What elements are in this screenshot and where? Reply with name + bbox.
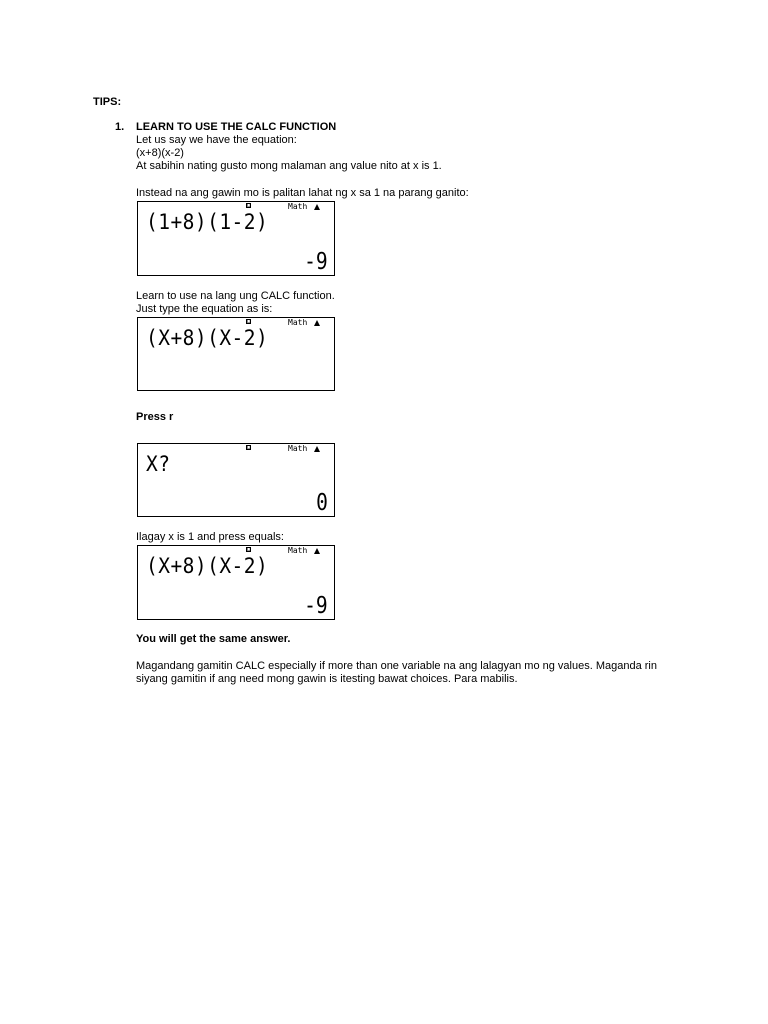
scroll-up-indicator-icon xyxy=(314,548,320,554)
calculator-result: -9 xyxy=(304,249,328,275)
tip-title: LEARN TO USE THE CALC FUNCTION xyxy=(136,121,337,133)
tip-number: 1. xyxy=(115,121,125,133)
deg-indicator: D xyxy=(247,319,251,325)
learn-line-2: Just type the equation as is: xyxy=(136,303,273,315)
math-mode-indicator: Math xyxy=(288,202,308,211)
calculator-screen-substituted xyxy=(137,201,335,276)
deg-indicator: D xyxy=(247,547,251,553)
math-mode-indicator: Math xyxy=(288,444,308,453)
calculator-expression: (X+8)(X-2) xyxy=(146,554,269,578)
learn-line-1: Learn to use na lang ung CALC function. xyxy=(136,290,335,302)
calculator-expression: X? xyxy=(146,452,171,476)
deg-indicator: D xyxy=(247,203,251,209)
calculator-result: 0 xyxy=(316,490,328,516)
equation-line: (x+8)(x-2) xyxy=(136,147,184,159)
closing-line-1: Magandang gamitin CALC especially if more than one variable na ang lalagyan mo ng values. Maganda rin xyxy=(136,660,657,672)
closing-line-2: siyang gamitin if ang need mong gawin is itesting bawat choices. Para mabilis. xyxy=(136,673,518,685)
deg-indicator: D xyxy=(247,445,251,451)
calculator-screen-result xyxy=(137,545,335,620)
calculator-screen-prompt xyxy=(137,443,335,517)
calculator-expression: (X+8)(X-2) xyxy=(146,326,269,350)
math-mode-indicator: Math xyxy=(288,318,308,327)
intro-line-1: Let us say we have the equation: xyxy=(136,134,297,146)
intro-line-3: At sabihin nating gusto mong malaman ang value nito at x is 1. xyxy=(136,160,442,172)
press-instruction: Press r xyxy=(136,411,174,423)
calculator-result: -9 xyxy=(304,593,328,619)
scroll-up-indicator-icon xyxy=(314,320,320,326)
calculator-expression: (1+8)(1-2) xyxy=(146,210,269,234)
same-answer-line: You will get the same answer. xyxy=(136,633,291,645)
tips-heading: TIPS: xyxy=(93,96,122,108)
scroll-up-indicator-icon xyxy=(314,446,320,452)
calculator-screen-equation xyxy=(137,317,335,391)
ilagay-line: Ilagay x is 1 and press equals: xyxy=(136,531,284,543)
math-mode-indicator: Math xyxy=(288,546,308,555)
instead-line: Instead na ang gawin mo is palitan lahat ng x sa 1 na parang ganito: xyxy=(136,187,469,199)
scroll-up-indicator-icon xyxy=(314,204,320,210)
